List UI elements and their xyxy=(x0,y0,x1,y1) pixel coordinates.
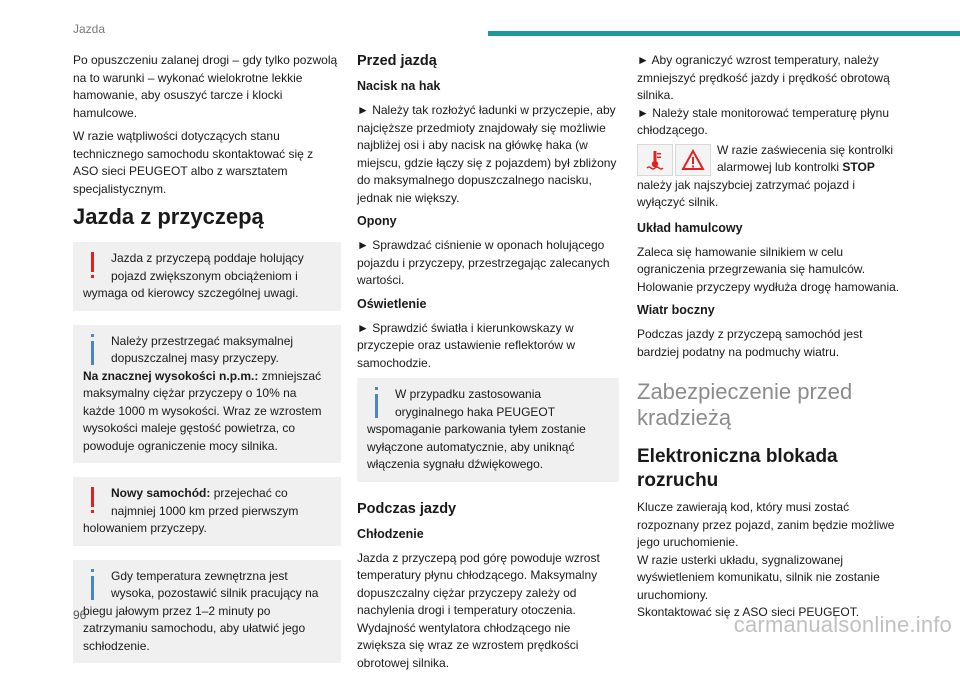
warning-lights-paragraph xyxy=(637,142,905,212)
warning-lights-text2: należy jak najszybciej zatrzymać pojazd i wyłączyć silnik. xyxy=(637,177,856,209)
subheading-opony: Opony xyxy=(357,214,397,228)
heading-podczas-jazdy: Podczas jazdy xyxy=(357,500,457,517)
cooling-tip-2: ► Należy stale monitorować temperaturę płynu chłodzącego. xyxy=(637,105,889,137)
subheading-chlodzenie: Chłodzenie xyxy=(357,526,424,541)
warning-triangle-icon xyxy=(675,144,711,176)
heading-przed-jazda: Przed jazdą xyxy=(357,53,437,69)
column-middle xyxy=(357,52,619,678)
subheading-nacisk-na-hak: Nacisk na hak xyxy=(357,79,441,93)
warning-icons xyxy=(637,144,711,176)
oswietlenie-text: ► Sprawdzić światła i kierunkowskazy w przyczepie oraz ustawienie reflektorów w samochodzie. xyxy=(357,320,576,370)
info-box-1-text2: zmniejszać maksymalny ciężar przyczepy o 10% na każde 1000 m wysokości. Wraz ze wzrostem wysokości maleje gęstość powietrza, co powoduje ograniczenie mocy silnika. xyxy=(83,368,322,453)
column-left xyxy=(73,52,341,677)
info-box-3 xyxy=(357,378,619,482)
cooling-tip-1: ► Aby ograniczyć wzrost temperatury, należy zmniejszyć prędkość jazdy i prędkość obrotową silnika. xyxy=(637,53,890,102)
warning-box-1 xyxy=(73,242,341,311)
column-right xyxy=(637,52,905,628)
info-box-1-bold: Na znacznej wysokości n.p.m.: xyxy=(83,368,259,383)
chlodzenie-text: Jazda z przyczepą pod górę powoduje wzrost temperatury płynu chłodzącego. Maksymalny dopuszczalny ciężar przyczepy zależy od nachylenia drogi i temperatury otoczenia. Wydajność wentylatora chłodzącego nie zwiększa się wraz ze wzrostem prędkości obrotowej silnika. xyxy=(357,550,600,670)
info-i-icon xyxy=(83,333,103,367)
warning-lights-stop: STOP xyxy=(842,160,875,174)
blokada-paragraph-3: Skontaktować się z ASO sieci PEUGEOT. xyxy=(637,605,860,619)
warning-box-2 xyxy=(73,477,341,546)
info-box-1 xyxy=(73,325,341,464)
warning-lights-text1: W razie zaświecenia się kontrolki alarmowej lub kontrolki xyxy=(717,142,894,174)
subheading-uklad-hamulcowy: Układ hamulcowy xyxy=(637,220,743,235)
blokada-paragraph-1: Klucze zawierają kod, który musi zostać rozpoznany przez pojazd, zanim będzie możliwe jego uruchomienie. xyxy=(637,500,895,549)
info-i-icon xyxy=(83,568,103,602)
intro-paragraph-1: Po opuszczeniu zalanej drogi – gdy tylko pozwolą na to warunki – wykonać wielokrotne lekkie hamowanie, aby osuszyć tarcze i klocki hamulcowe. xyxy=(73,53,338,120)
uklad-text: Zaleca się hamowanie silnikiem w celu ograniczenia przegrzewania się hamulców. Holowanie przyczepy wydłuża drogę hamowania. xyxy=(637,244,900,294)
info-box-1-text1: Należy przestrzegać maksymalnej dopuszczalnej masy przyczepy. xyxy=(111,333,294,365)
wiatr-text: Podczas jazdy z przyczepą samochód jest bardziej podatny na podmuchy wiatru. xyxy=(637,327,863,359)
header-accent-bar xyxy=(488,31,960,36)
page-number: 96 xyxy=(73,608,87,622)
warning-box-2-text: przejechać co najmniej 1000 km przed pierwszym holowaniem przyczepy. xyxy=(83,486,299,535)
subheading-wiatr-boczny: Wiatr boczny xyxy=(637,303,715,317)
header-title: Jazda xyxy=(73,22,106,36)
info-i-icon xyxy=(367,386,387,420)
warning-exclamation-icon xyxy=(83,250,103,284)
blokada-paragraph-2: W razie usterki układu, sygnalizowanej wyświetleniem komunikatu, silnik nie zostanie uruchomiony. xyxy=(637,552,880,602)
info-box-2-text: Gdy temperatura zewnętrzna jest wysoka, pozostawić silnik pracujący na biegu jałowym przez 1–2 minuty po zatrzymaniu samochodu, aby ułatwić jego schłodzenie. xyxy=(83,568,319,653)
warning-box-1-text: Jazda z przyczepą poddaje holujący pojazd zwiększonym obciążeniom i wymaga od kierowcy szczególnej uwagi. xyxy=(83,251,304,300)
subheading-oswietlenie: Oświetlenie xyxy=(357,296,427,311)
info-box-3-text: W przypadku zastosowania oryginalnego haka PEUGEOT wspomaganie parkowania tyłem zostanie wyłączone automatycznie, aby uniknąć włączenia sygnału dźwiękowego. xyxy=(367,387,586,471)
heading-elektroniczna-blokada: Elektroniczna blokada rozruchu xyxy=(637,446,838,491)
section-title-zabezpieczenie: Zabezpieczenie przed kradzieżą xyxy=(637,379,853,430)
info-box-2 xyxy=(73,560,341,664)
nacisk-text: ► Należy tak rozłożyć ładunki w przyczepie, aby najcięższe przedmioty znajdowały się możliwie najbliżej osi i aby nacisk na główkę haka (w miejscu, gdzie łączy się z pojazdem) był zbliżony do maksymalnego dopuszczalnego nacisku, jednak nie większy. xyxy=(357,103,617,205)
watermark: carmanualsonline.info xyxy=(733,612,952,637)
coolant-temperature-icon xyxy=(637,144,673,176)
heading-jazda-z-przyczepa: Jazda z przyczepą xyxy=(73,204,264,229)
intro-paragraph-2: W razie wątpliwości dotyczących stanu technicznego samochodu skontaktować się z ASO sieci PEUGEOT albo z warsztatem specjalistycznym. xyxy=(73,129,314,196)
opony-text: ► Sprawdzać ciśnienie w oponach holującego pojazdu i przyczepy, przestrzegając zalecanych wartości. xyxy=(357,238,610,287)
warning-box-2-bold: Nowy samochód: xyxy=(111,486,211,500)
warning-exclamation-icon xyxy=(83,485,103,519)
